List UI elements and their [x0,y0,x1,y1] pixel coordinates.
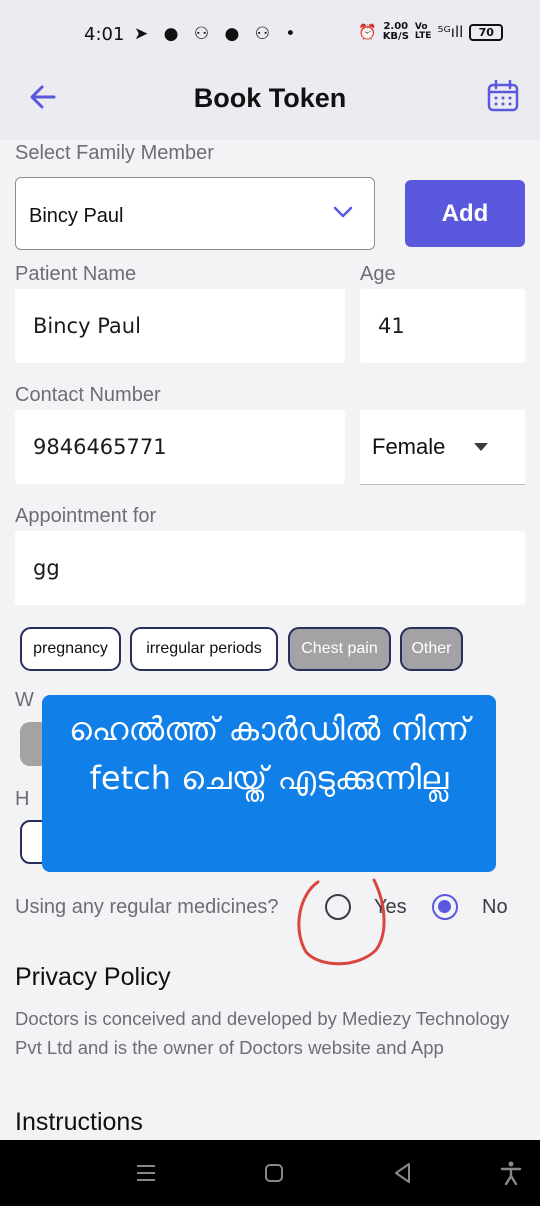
age-input[interactable]: 41 [360,289,525,363]
appointment-label: Appointment for [15,505,157,527]
signal-icon: ⁵ᴳıll [437,23,464,41]
volte-icon: Vo LTE [414,22,432,41]
radio-no-label: No [482,896,508,918]
age-label: Age [360,263,396,285]
annotation-callout: ഹെൽത്ത് കാർഡിൽ നിന്ന് fetch ചെയ്ത് എടുക്കുന്നില്ല [42,695,496,872]
family-member-value: Bincy Paul [29,205,124,227]
calendar-icon[interactable] [486,79,520,113]
dropdown-arrow-icon [474,443,488,451]
chip-chest-pain[interactable]: Chest pain [288,627,391,671]
chip-pregnancy[interactable]: pregnancy [20,627,121,671]
covered-question-label: W [15,689,34,711]
status-bar [0,0,540,70]
menu-icon[interactable] [133,1160,159,1186]
status-right-group [358,22,503,42]
patient-name-label: Patient Name [15,263,137,285]
privacy-title: Privacy Policy [15,963,171,991]
battery-icon: 70 [469,24,503,41]
family-member-select[interactable] [15,177,375,250]
back-triangle-icon[interactable] [390,1160,416,1186]
gender-dropdown[interactable] [360,410,525,485]
annotation-circle [288,868,392,972]
privacy-body: Doctors is conceived and developed by Mediezy Technology Pvt Ltd and is the owner of Doctors website and App [15,1008,510,1058]
radio-no[interactable] [432,894,458,920]
notification-icons: ➤ ● ⚇ ● ⚇ • [134,24,301,44]
chip-other[interactable]: Other [400,627,463,671]
chip-irregular-periods[interactable]: irregular periods [130,627,278,671]
accessibility-icon[interactable] [498,1160,524,1186]
contact-label: Contact Number [15,384,161,406]
add-button[interactable]: Add [405,180,525,247]
network-speed: 2.00 KB/S [382,21,409,42]
home-icon[interactable] [261,1160,287,1186]
appointment-input[interactable]: gg [15,531,525,605]
medicines-label: Using any regular medicines? [15,896,279,918]
patient-name-input[interactable]: Bincy Paul [15,289,345,363]
covered-question-label-2: H [15,788,30,810]
page-title: Book Token [193,83,347,113]
app-bar [0,70,540,140]
gender-value: Female [372,434,446,459]
system-nav-bar [0,1140,540,1206]
status-time: 4:01 [84,24,125,45]
family-member-label: Select Family Member [15,142,214,164]
radio-yes-label: Yes [374,896,407,918]
chevron-down-icon [332,204,354,220]
instructions-title: Instructions [15,1108,143,1136]
contact-input[interactable]: 9846465771 [15,410,345,484]
alarm-icon: ⏰ [358,23,377,41]
